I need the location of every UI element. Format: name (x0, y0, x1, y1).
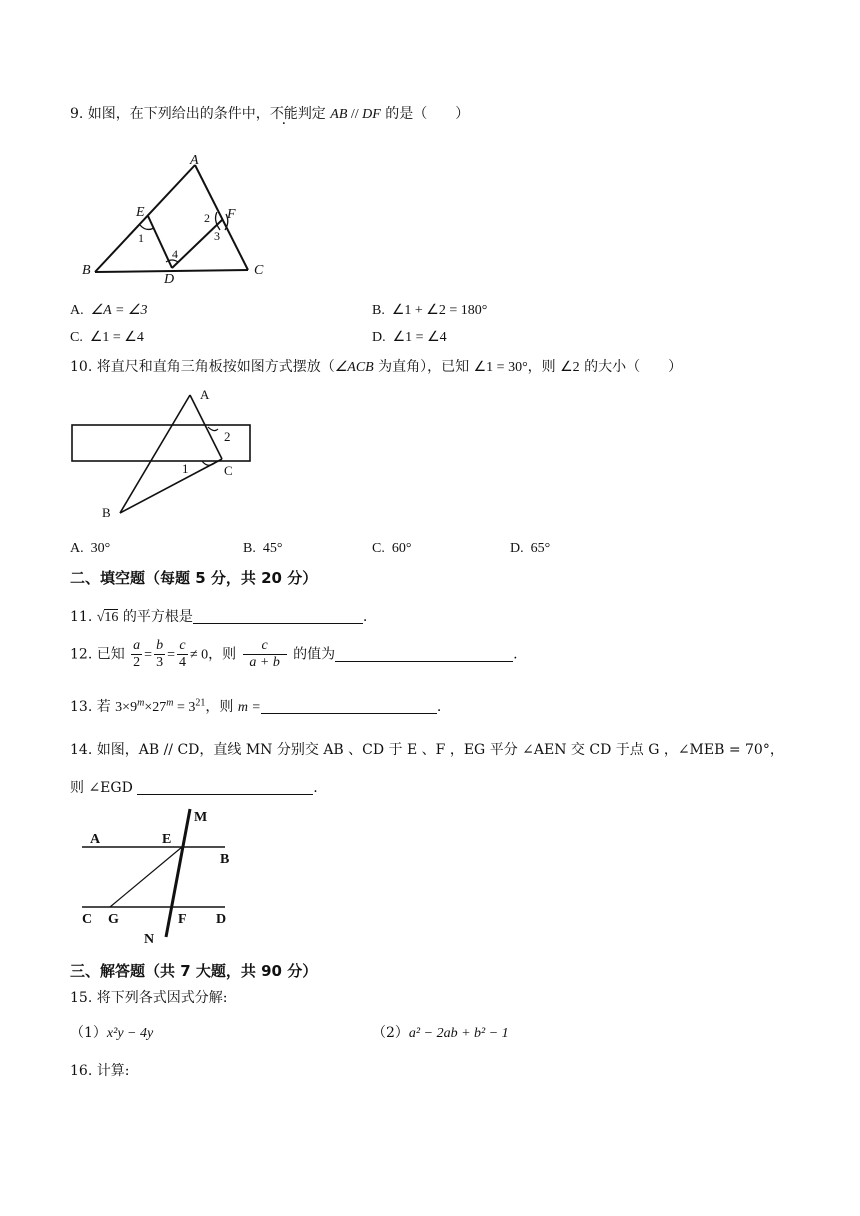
label-G: G (108, 912, 119, 927)
label-B: B (220, 852, 230, 867)
q11: 11. √16 的平方根是 . (70, 609, 368, 625)
label-1: 1 (182, 461, 189, 476)
q9-option-a: A. ∠A = ∠3 (70, 303, 148, 318)
q14-stem-line2: 则 ∠EGD . (70, 780, 318, 796)
segment-DF (172, 220, 222, 268)
q9-option-c: C. ∠1 = ∠4 (70, 330, 144, 345)
label-N: N (144, 932, 155, 945)
q9-stem: 9. 如图，在下列给出的条件中，不能判定 AB // DF 的是（ ） (70, 106, 470, 122)
q15-part2: （2）a² − 2ab + b² − 1 (372, 1025, 509, 1041)
q12-answer-blank[interactable] (335, 647, 513, 662)
label-2: 2 (204, 211, 210, 225)
q15-title: 15. 将下列各式因式分解: (70, 990, 228, 1006)
label-A: A (200, 387, 210, 402)
q14-answer-blank[interactable] (137, 780, 313, 795)
q10-figure (68, 385, 268, 525)
q10-option-d: D. 65° (510, 541, 551, 556)
label-E: E (162, 832, 172, 847)
segment-EG (110, 847, 182, 907)
label-F: F (227, 207, 236, 222)
label-C: C (82, 912, 93, 927)
label-D: D (164, 272, 175, 285)
label-B: B (102, 505, 111, 520)
q12: 12. 已知 $\frac{a}{2}$ = $\frac{b}{3}$ = $\frac{c}{4}$ ≠ 0，则 $\frac{c}{a + b}$ 的值为 . (70, 638, 518, 670)
q13-answer-blank[interactable] (261, 699, 437, 714)
q10-option-b: B. 45° (243, 541, 283, 556)
sqrt-sign: √ (96, 610, 105, 625)
label-1: 1 (138, 231, 144, 245)
q10-stem: 10. 将直尺和直角三角板按如图方式摆放（∠ACB 为直角），已知 ∠1 = 30°，则 ∠2 的大小（ ） (70, 359, 683, 375)
label-2: 2 (224, 429, 231, 444)
label-F: F (178, 912, 187, 927)
q10-option-a: A. 30° (70, 541, 111, 556)
label-C: C (224, 463, 233, 478)
segment-AC (195, 165, 248, 270)
label-E: E (136, 205, 145, 220)
angle2-arc (208, 427, 218, 431)
label-3: 3 (214, 229, 220, 243)
label-D: D (216, 912, 227, 927)
q13: 13. 若 $3\times 9^m\times 27^m = 3^{21}$，则 m = . (70, 697, 442, 715)
q10-option-c: C. 60° (372, 541, 412, 556)
section-heading-fill-in: 二、填空题（每题 5 分，共 20 分） (70, 569, 318, 587)
q15-part1: （1）x²y − 4y (70, 1025, 154, 1041)
q14-figure (80, 805, 240, 945)
q9-option-d: D. ∠1 = ∠4 (372, 330, 447, 345)
q9-figure (80, 150, 280, 285)
q9-option-b: B. ∠1 + ∠2 = 180° (372, 303, 488, 318)
section-heading-solutions: 三、解答题（共 7 大题，共 90 分） (70, 962, 318, 980)
label-B: B (82, 263, 91, 278)
q11-answer-blank[interactable] (193, 609, 363, 624)
q16-title: 16. 计算: (70, 1063, 130, 1079)
label-C: C (254, 263, 264, 278)
segment-BA (95, 165, 195, 272)
label-A: A (90, 832, 101, 847)
label-A: A (190, 153, 199, 168)
label-4: 4 (172, 247, 178, 261)
label-M: M (194, 810, 208, 825)
segment-AC (190, 395, 222, 459)
q9-emphasis: 不能 (269, 106, 298, 122)
q14-stem-line1: 14. 如图，AB // CD，直线 MN 分别交 AB 、CD 于 E 、F ，EG 平分 ∠AEN 交 CD 于点 G ，∠MEB = 70°， (70, 742, 784, 758)
